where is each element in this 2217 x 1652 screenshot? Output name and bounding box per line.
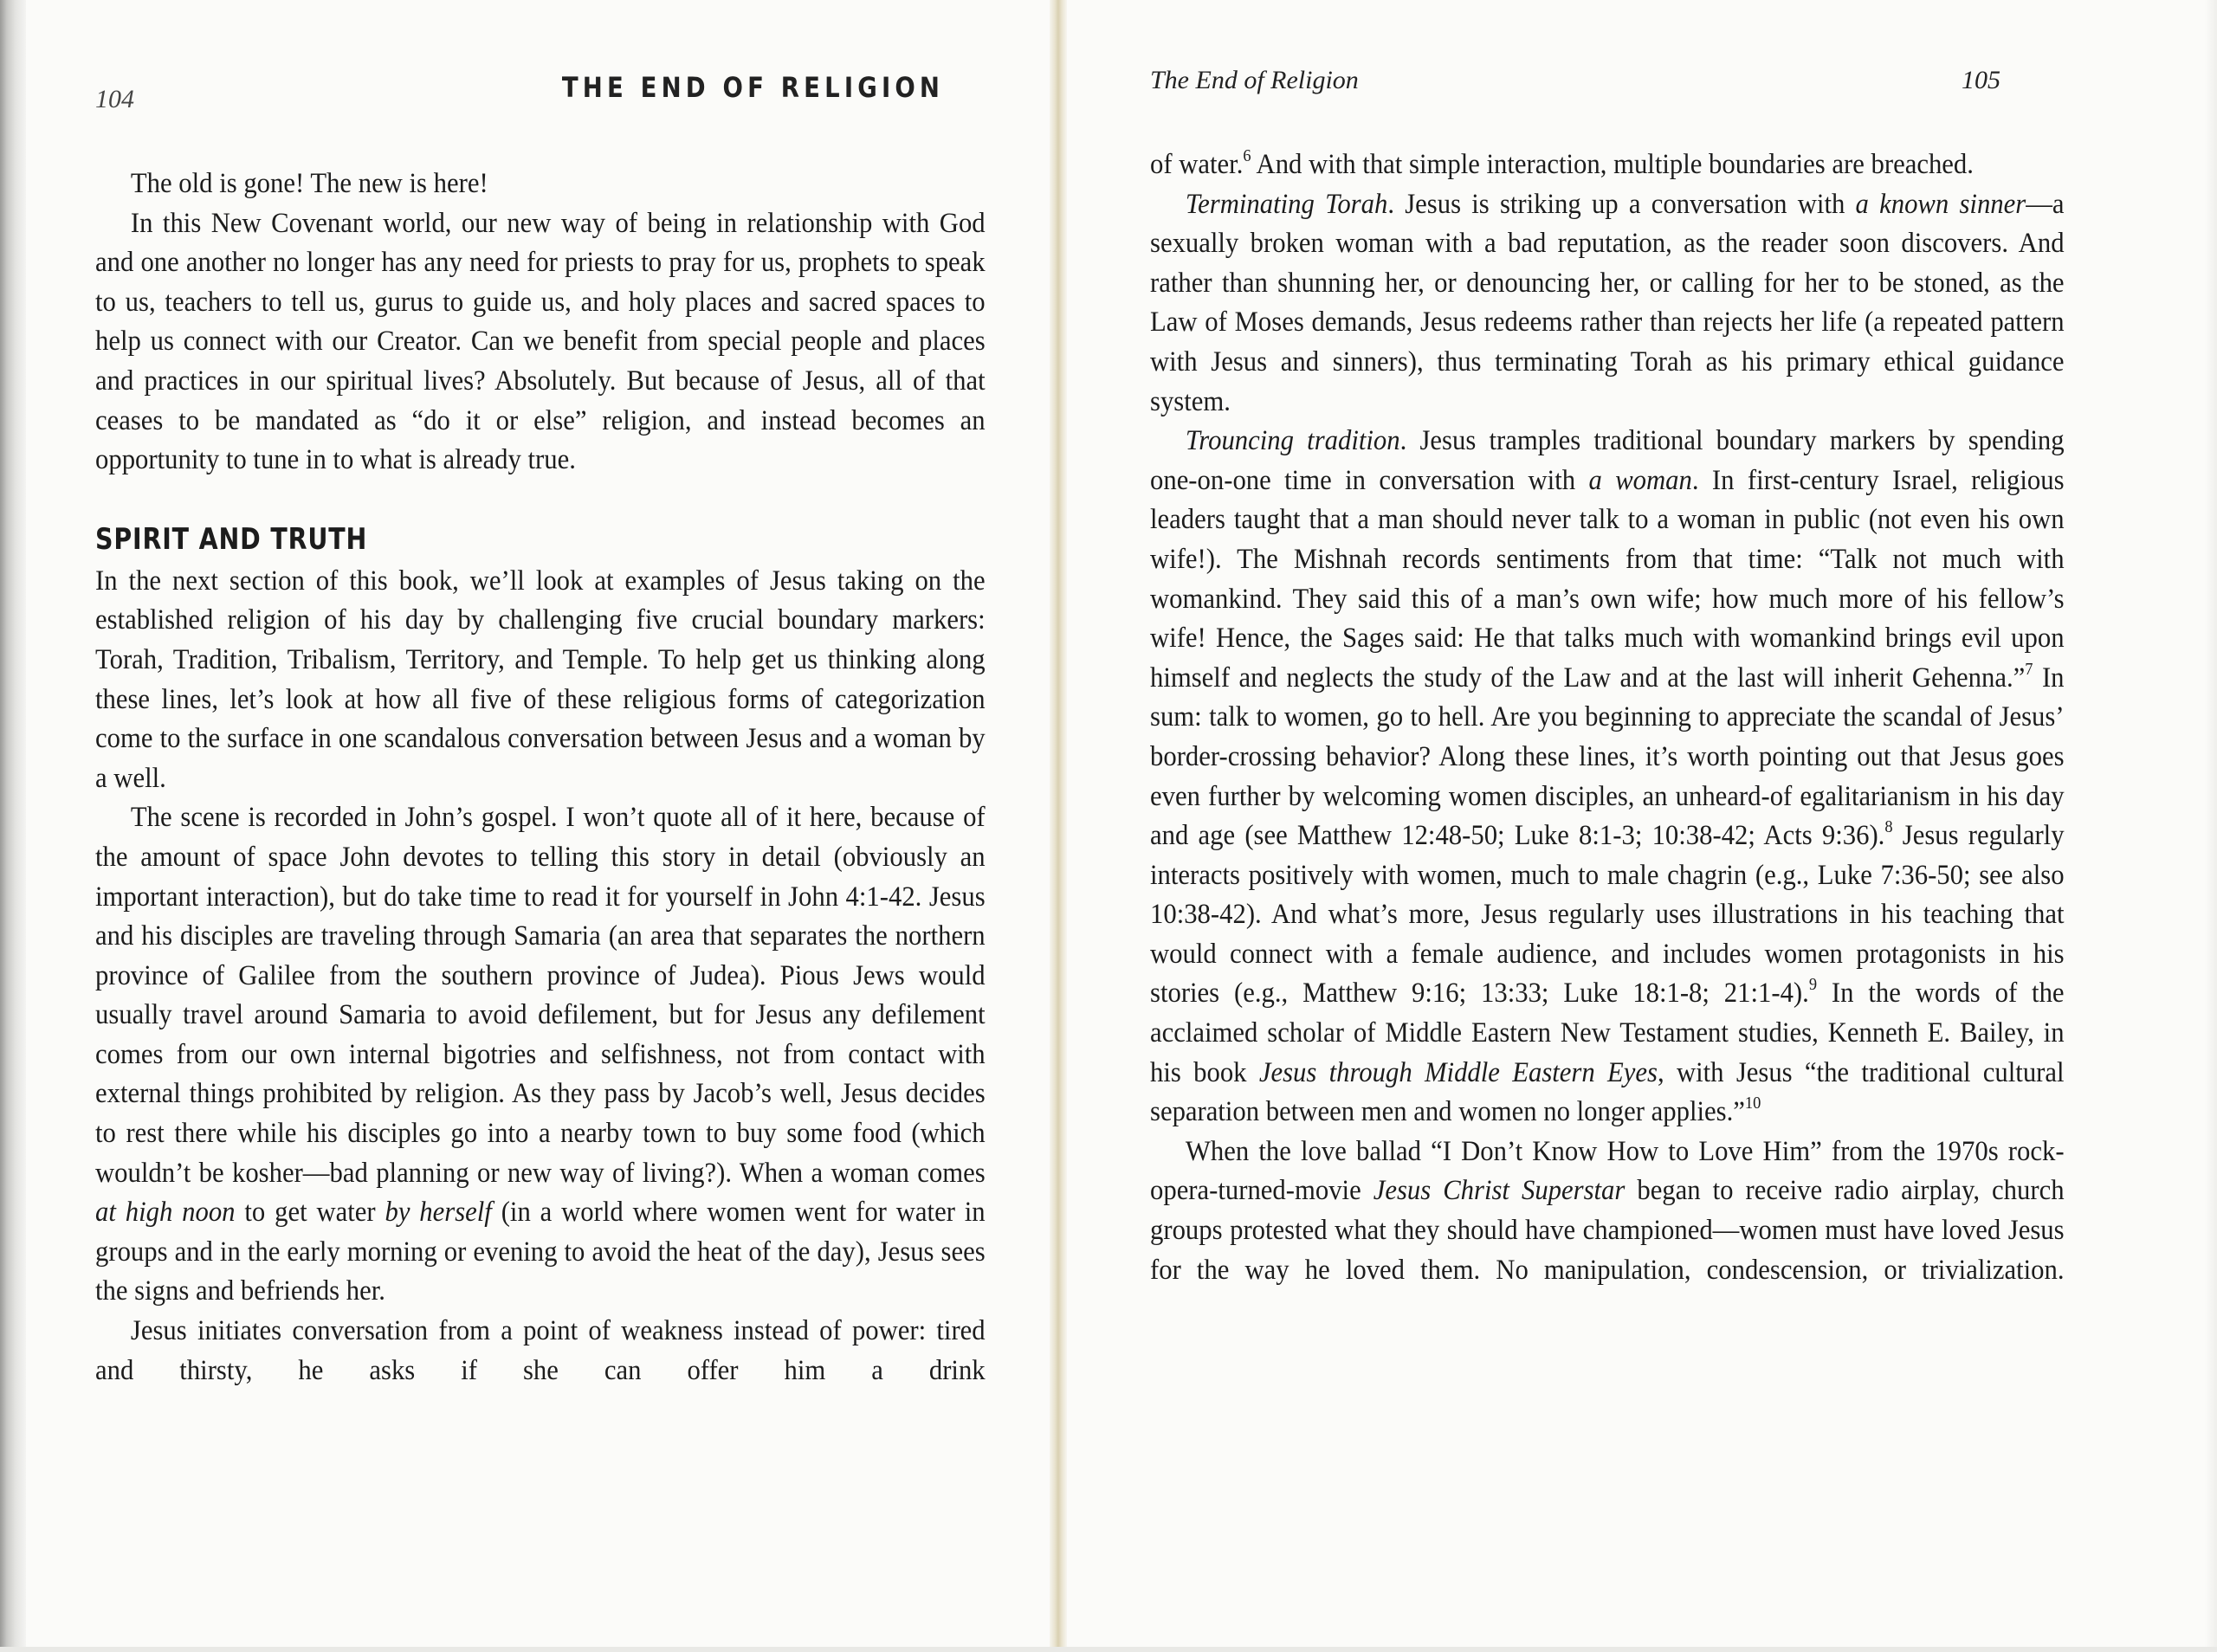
footnote-ref[interactable]: 10: [1744, 1094, 1761, 1113]
text-run: to get water: [235, 1197, 385, 1229]
movie-title: Jesus Christ Superstar: [1373, 1175, 1626, 1207]
emphasis-text: a known sinner: [1855, 188, 2026, 220]
paragraph: [1150, 422, 2065, 1133]
right-page-body: [1150, 145, 2065, 1290]
paragraph: [1150, 145, 2065, 185]
run-in-heading: Trouncing tradition: [1185, 425, 1400, 457]
book-title: Jesus through Middle Eastern Eyes: [1258, 1056, 1658, 1088]
emphasis-text: at high noon: [95, 1197, 236, 1229]
text-run: . Jesus tramples traditional boundary markers by spending one-on-one time in conversation with: [1150, 425, 2065, 496]
paragraph: [95, 798, 986, 1312]
text-run: And with that simple interaction, multiple boundaries are breached.: [1251, 149, 1974, 180]
section-heading: SPIRIT AND TRUTH: [95, 521, 368, 557]
paragraph: In the next section of this book, we’ll look at examples of Jesus taking on the established religion of his day by challenging five crucial boundary markers: Torah, Tradition, Tribalism, Territory, and Temple. To help get us thinking along these lines, let’s look at how all five of these religious forms of categorization come to the surface in one scandalous conversation between Jesus and a woman by a well.: [95, 565, 986, 794]
page-edge-right: [2205, 0, 2217, 1652]
book-spine-gutter: [1050, 0, 1067, 1652]
page-number: 105: [1962, 66, 2000, 94]
right-page: [1134, 0, 2065, 1652]
footnote-ref[interactable]: 6: [1243, 146, 1251, 166]
page-stack-edge: [0, 0, 26, 1652]
run-in-heading: Terminating Torah: [1185, 188, 1388, 220]
text-run: When the love ballad “I Don’t Know How to Love Him” from the 1970s rock-opera-turned-movie: [1150, 1135, 2065, 1207]
text-run: (in a world where women went for water in groups and in the early morning or evening to avoid the heat of the day), Jesus sees the signs and befriends her.: [95, 1197, 986, 1307]
running-head: The End of Religion: [1150, 66, 1359, 94]
running-head: THE END OF RELIGION: [561, 71, 944, 104]
text-run: In sum: talk to women, go to hell. Are you beginning to appreciate the scandal of Jesus’ border-crossing behavior? Along these lines, it’s worth pointing out that Jesus goes even further by welcoming women disciples, an unheard-of egalitarianism in his day and age (see Matthew 12:48-50; Luke 8:1-3; 10:38-42; Acts 9:36).: [1150, 661, 2065, 852]
paragraph: The old is gone! The new is here!: [130, 168, 488, 199]
text-run: . In first-century Israel, religious leaders taught that a man should never talk to a woman in public (not even his own wife!). The Mishnah records sentiments from that time: “Talk not much with womankind. They said this of a man’s own wife; how much more of his fellow’s wife! Hence, the Sages said: He that talks much with womankind brings evil upon himself and neglects the study of the Law and at the last will inherit Gehenna.”: [1150, 464, 2065, 694]
left-page-body: [95, 165, 986, 1391]
footnote-ref[interactable]: 9: [1808, 975, 1818, 995]
paragraph: [1150, 185, 2065, 423]
emphasis-text: by herself: [385, 1197, 492, 1229]
text-run: The scene is recorded in John’s gospel. I won’t quote all of it here, because of the amount of space John devotes to telling this story in detail (obviously an important interaction), but do take time to read it for yourself in John 4:1-42. Jesus and his disciples are traveling through Samaria (an area that separates the northern province of Galilee from the southern province of Judea). Pious Jews would usually travel around Samaria to avoid defilement, but for Jesus any defilement comes from our own internal bigotries and selfishness, not from contact with external things prohibited by religion. As they pass by Jacob’s well, Jesus decides to rest there while his disciples go into a nearby town to buy some food (which wouldn’t be kosher—bad planning or new way of living?). When a woman comes: [95, 802, 986, 1189]
text-run: Jesus regularly interacts positively with women, much to male chagrin (e.g., Luke 7:36-50; see also 10:38-42). And what’s more, Jesus regularly uses illustrations in his teaching that would connect with a female audience, and includes women protagonists in his stories (e.g., Matthew 9:16; 13:33; Luke 18:1-8; 21:1-4).: [1150, 820, 2065, 1010]
paragraph: In this New Covenant world, our new way of being in relationship with God and one another no longer has any need for priests to pray for us, prophets to speak to us, teachers to tell us, gurus to guide us, and holy places and sacred spaces to help us connect with our Creator. Can we benefit from special people and places and practices in our spiritual lives? Absolutely. But because of Jesus, all of that ceases to be mandated as “do it or else” religion, and instead becomes an opportunity to tune in to what is already true.: [95, 207, 986, 476]
paragraph: Jesus initiates conversation from a point of weakness instead of power: tired and thirsty, he asks if she can offer him a drink: [95, 1315, 986, 1386]
text-run: —a sexually broken woman with a bad reputation, as the reader soon discovers. And rather than shunning her, or denouncing her, or calling for her to be stoned, as the Law of Moses demands, Jesus redeems rather than rejects her life (a repeated pattern with Jesus and sinners), thus terminating Torah as his primary ethical guidance system.: [1150, 188, 2065, 417]
footnote-ref[interactable]: 7: [2025, 659, 2033, 679]
text-run: . Jesus is striking up a conversation with: [1387, 188, 1856, 220]
text-run: In the words of the acclaimed scholar of Middle Eastern New Testament studies, Kenneth E. Bailey, in his book: [1150, 978, 2065, 1088]
footnote-ref[interactable]: 8: [1884, 817, 1893, 837]
text-run: began to receive radio airplay, church groups protested what they should have championed—women must have loved Jesus for the way he loved them. No manipulation, condescension, or trivialization.: [1150, 1175, 2065, 1286]
left-page: [87, 0, 987, 1652]
emphasis-text: a woman: [1588, 464, 1692, 496]
page-number: 104: [95, 85, 134, 113]
paragraph: [1150, 1133, 2065, 1290]
text-run: of water.: [1150, 149, 1244, 180]
text-run: , with Jesus “the traditional cultural separation between men and women no longer applies.”: [1150, 1056, 2065, 1128]
